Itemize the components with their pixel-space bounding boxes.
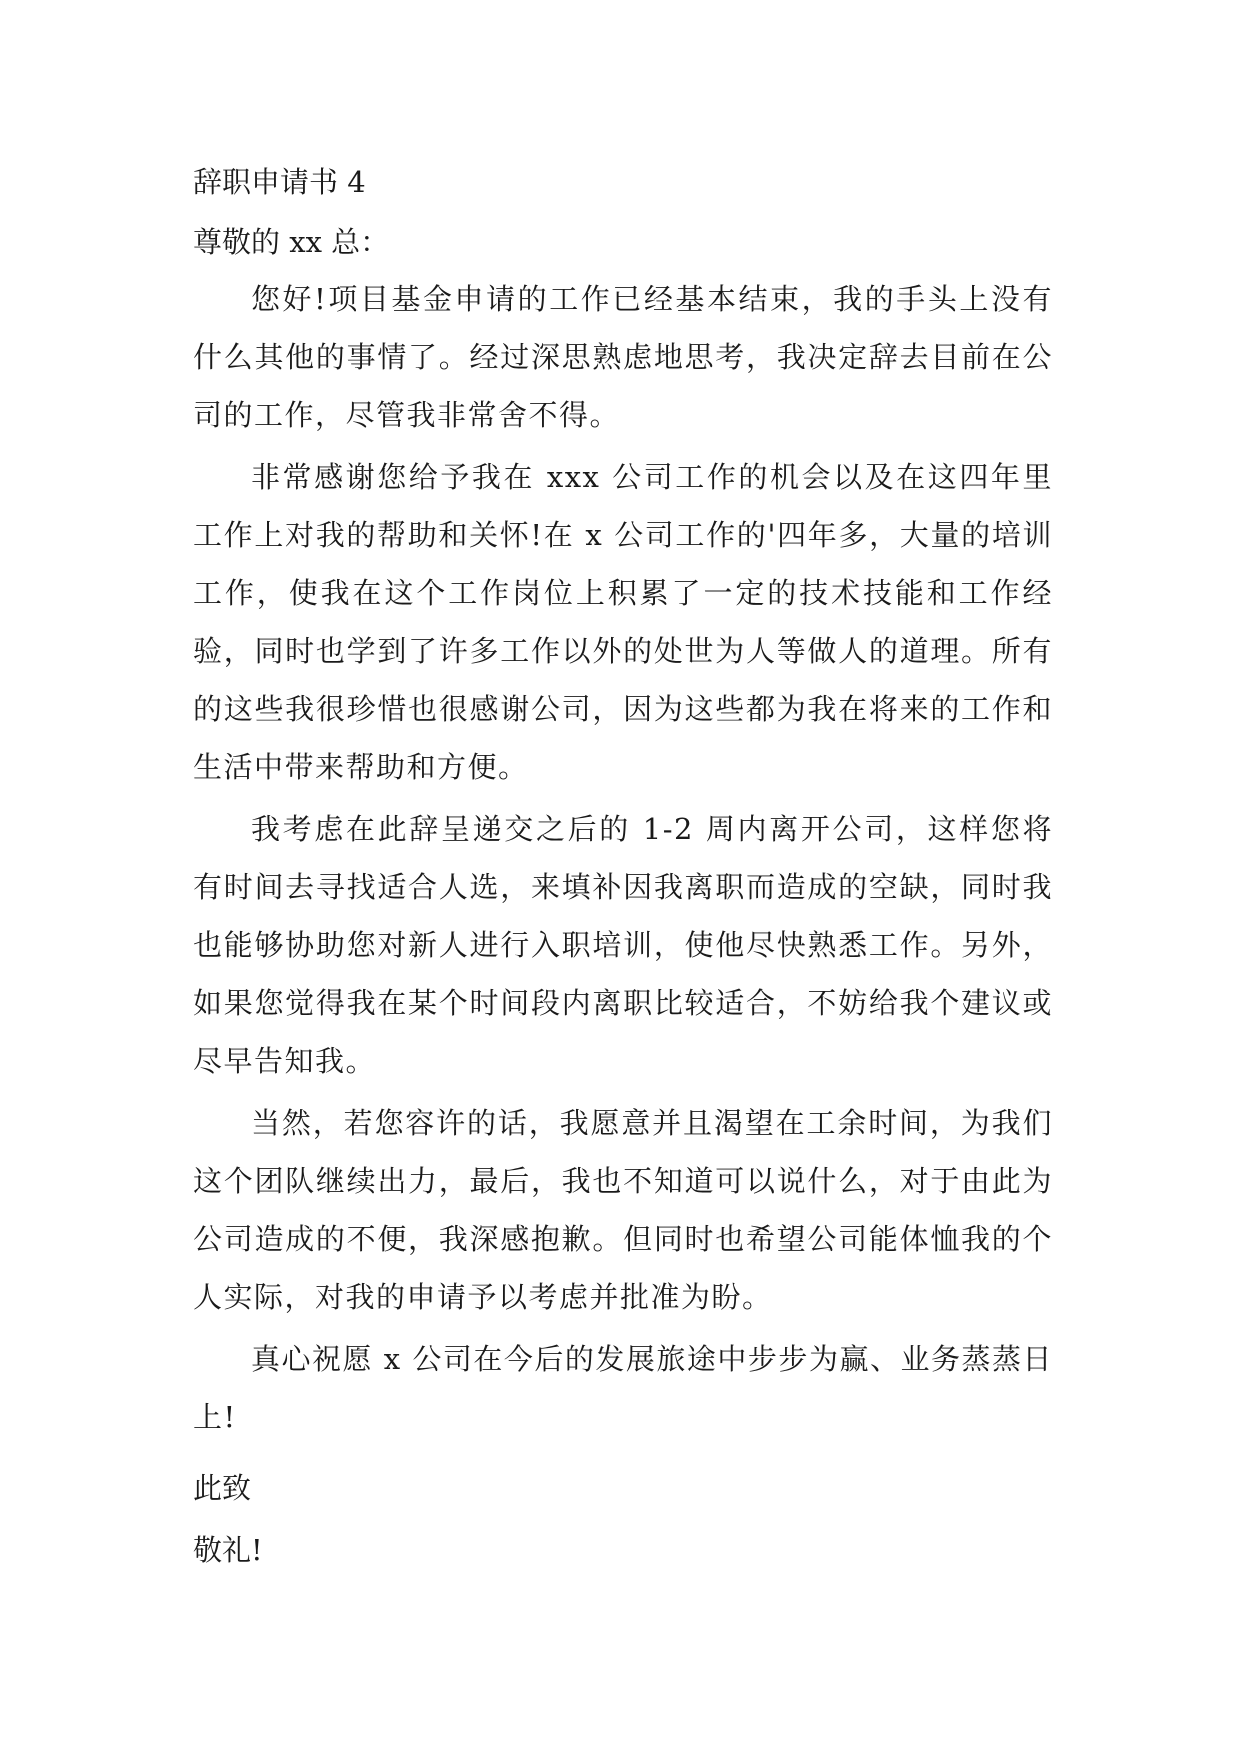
body-paragraph-3: 我考虑在此辞呈递交之后的 1-2 周内离开公司，这样您将有时间去寻找适合人选，来填补因我离职而造成的空缺，同时我也能够协助您对新人进行入职培训，使他尽快熟悉工作。另外，如果您觉得我在某个时间段内离职比较适合，不妨给我个建议或尽早告知我。 bbox=[193, 812, 1053, 1078]
document-page bbox=[193, 158, 1053, 1574]
body-paragraph-1: 您好!项目基金申请的工作已经基本结束，我的手头上没有什么其他的事情了。经过深思熟虑地思考，我决定辞去目前在公司的工作，尽管我非常舍不得。 bbox=[193, 282, 1053, 432]
body-paragraph-4: 当然，若您容许的话，我愿意并且渴望在工余时间，为我们这个团队继续出力，最后，我也不知道可以说什么，对于由此为公司造成的不便，我深感抱歉。但同时也希望公司能体恤我的个人实际，对我的申请予以考虑并批准为盼。 bbox=[193, 1106, 1053, 1314]
closing-line: 此致 bbox=[193, 1471, 252, 1505]
regards-line: 敬礼! bbox=[193, 1533, 263, 1567]
salutation: 尊敬的 xx 总： bbox=[193, 225, 390, 259]
body-paragraph-5: 真心祝愿 x 公司在今后的发展旅途中步步为赢、业务蒸蒸日上! bbox=[193, 1342, 1053, 1434]
document-title: 辞职申请书 4 bbox=[193, 165, 366, 199]
body-paragraph-2: 非常感谢您给予我在 xxx 公司工作的机会以及在这四年里工作上对我的帮助和关怀!在 x 公司工作的'四年多，大量的培训工作，使我在这个工作岗位上积累了一定的技术技能和工作经验，同时也学到了许多工作以外的处世为人等做人的道理。所有的这些我很珍惜也很感谢公司，因为这些都为我在将来的工作和生活中带来帮助和方便。 bbox=[193, 460, 1053, 784]
